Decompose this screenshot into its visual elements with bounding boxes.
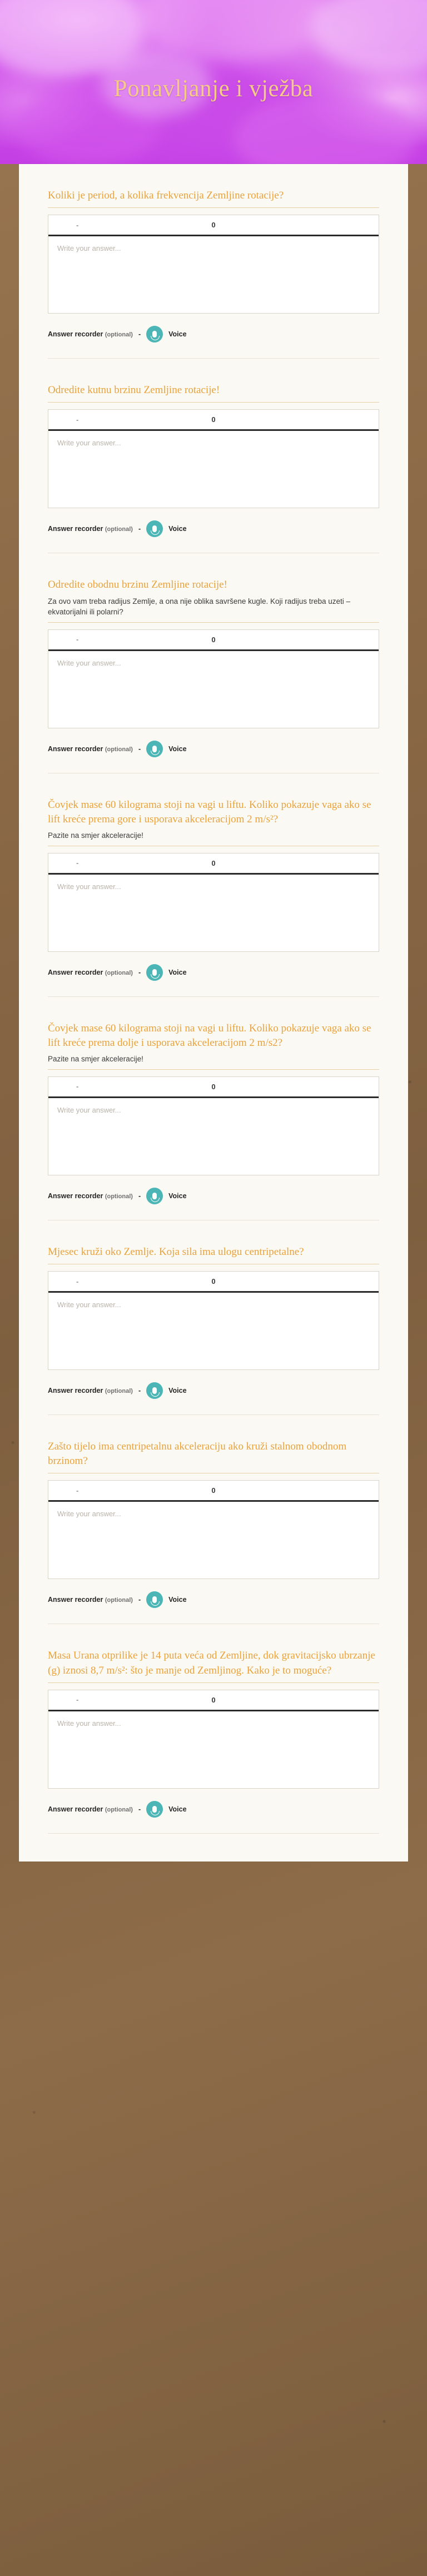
microphone-icon[interactable] <box>146 1188 163 1204</box>
answer-editor[interactable] <box>48 853 379 952</box>
editor-toolbar[interactable] <box>48 1481 379 1502</box>
banner-cloud-5 <box>234 95 417 164</box>
editor-toolbar[interactable] <box>48 215 379 236</box>
form-card <box>19 164 408 1862</box>
voice-label: Voice <box>168 1192 187 1200</box>
answer-recorder-row <box>48 1382 379 1401</box>
question-rule <box>48 1069 379 1070</box>
answer-editor[interactable] <box>48 629 379 728</box>
answer-input[interactable]: Write your answer... <box>57 1105 121 1114</box>
voice-label: Voice <box>168 744 187 753</box>
microphone-icon[interactable] <box>146 326 163 343</box>
answer-recorder-row <box>48 1188 379 1207</box>
voice-label: Voice <box>168 330 187 339</box>
voice-label: Voice <box>168 1387 187 1394</box>
answer-input[interactable]: Write your answer... <box>57 882 121 891</box>
question-title: Čovjek mase 60 kilograma stoji na vagi u liftu. Koliko pokazuje vaga ako se lift kreće prema dolje i usporava akceleracijom 2 m/s2? <box>48 1022 371 1049</box>
answer-recorder-label: Answer recorder (optional) <box>48 525 133 533</box>
answer-recorder-dash: - <box>138 1805 141 1813</box>
microphone-icon[interactable] <box>146 741 163 757</box>
answer-recorder-dash: - <box>138 1387 141 1394</box>
answer-input[interactable]: Write your answer... <box>57 658 121 667</box>
question-divider <box>48 996 379 997</box>
answer-recorder-dash: - <box>138 1596 141 1604</box>
question-rule <box>48 402 379 403</box>
answer-recorder-dash: - <box>138 968 141 976</box>
toolbar-center-control[interactable]: 0 <box>211 1277 216 1285</box>
toolbar-center-control[interactable]: 0 <box>211 1082 216 1091</box>
voice-label: Voice <box>168 968 187 976</box>
question-divider <box>48 1833 379 1834</box>
toolbar-center-control[interactable]: 0 <box>211 858 216 867</box>
question-rule <box>48 1682 379 1683</box>
question-divider <box>48 358 379 359</box>
question-title: Zašto tijelo ima centripetalnu akceleraciju ako kruži stalnom obodnom brzinom? <box>48 1441 347 1467</box>
editor-toolbar[interactable] <box>48 853 379 875</box>
question-block-5 <box>19 1002 408 1226</box>
toolbar-left-control[interactable]: - <box>76 1486 80 1495</box>
voice-label: Voice <box>168 1596 187 1604</box>
toolbar-center-control[interactable]: 0 <box>211 1695 216 1704</box>
toolbar-left-control[interactable]: - <box>76 635 80 644</box>
toolbar-center-control[interactable]: 0 <box>211 635 216 644</box>
question-block-8 <box>19 1630 408 1839</box>
voice-label: Voice <box>168 525 187 533</box>
question-title: Koliki je period, a kolika frekvencija Zemljine rotacije? <box>48 190 284 201</box>
answer-recorder-dash: - <box>138 525 141 533</box>
question-rule <box>48 207 379 208</box>
microphone-icon[interactable] <box>146 1801 163 1818</box>
answer-recorder-row <box>48 1591 379 1610</box>
question-title: Čovjek mase 60 kilograma stoji na vagi u liftu. Koliko pokazuje vaga ako se lift kreće prema gore i usporava akceleracijom 2 m/s²? <box>48 798 371 825</box>
answer-recorder-dash: - <box>138 330 141 339</box>
question-title: Odredite obodnu brzinu Zemljine rotacije! <box>48 579 227 591</box>
answer-input[interactable]: Write your answer... <box>57 244 121 253</box>
editor-toolbar[interactable] <box>48 1272 379 1293</box>
toolbar-left-control[interactable]: - <box>76 415 80 424</box>
answer-recorder-dash: - <box>138 1192 141 1200</box>
question-subtitle: Pazite na smjer akceleracije! <box>48 1055 143 1064</box>
toolbar-left-control[interactable]: - <box>76 1082 80 1091</box>
question-block-6 <box>19 1226 408 1421</box>
toolbar-left-control[interactable]: - <box>76 221 80 230</box>
answer-input[interactable]: Write your answer... <box>57 439 121 448</box>
question-block-2 <box>19 364 408 559</box>
question-title: Masa Urana otprilike je 14 puta veća od Zemljine, dok gravitacijsko ubrzanje (g) iznosi 8,7 m/s²: što je manje od Zemljinog. Kako je to moguće? <box>48 1650 375 1676</box>
microphone-icon[interactable] <box>146 1382 163 1399</box>
answer-editor[interactable] <box>48 1271 379 1370</box>
toolbar-center-control[interactable]: 0 <box>211 221 216 230</box>
answer-editor[interactable] <box>48 215 379 314</box>
answer-editor[interactable] <box>48 1690 379 1789</box>
toolbar-left-control[interactable]: - <box>76 1277 80 1285</box>
answer-recorder-label: Answer recorder (optional) <box>48 1192 133 1200</box>
question-divider <box>48 1414 379 1415</box>
answer-recorder-label: Answer recorder (optional) <box>48 1596 133 1604</box>
answer-recorder-label: Answer recorder (optional) <box>48 968 133 976</box>
answer-recorder-row <box>48 1801 379 1820</box>
question-title: Mjesec kruži oko Zemlje. Koja sila ima ulogu centripetalne? <box>48 1245 304 1258</box>
microphone-icon[interactable] <box>146 964 163 981</box>
answer-recorder-row <box>48 964 379 983</box>
toolbar-center-control[interactable]: 0 <box>211 415 216 424</box>
answer-editor[interactable] <box>48 1076 379 1175</box>
question-rule <box>48 622 379 623</box>
answer-recorder-label: Answer recorder (optional) <box>48 744 133 753</box>
voice-label: Voice <box>168 1805 187 1813</box>
microphone-icon[interactable] <box>146 520 163 537</box>
question-block-3 <box>19 559 408 778</box>
answer-recorder-label: Answer recorder (optional) <box>48 330 133 339</box>
editor-toolbar[interactable] <box>48 1077 379 1098</box>
answer-recorder-row <box>48 520 379 539</box>
toolbar-left-control[interactable]: - <box>76 1695 80 1704</box>
editor-toolbar[interactable] <box>48 1690 379 1711</box>
question-title: Odredite kutnu brzinu Zemljine rotacije! <box>48 384 220 396</box>
answer-editor[interactable] <box>48 409 379 508</box>
answer-editor[interactable] <box>48 1480 379 1579</box>
toolbar-left-control[interactable]: - <box>76 858 80 867</box>
microphone-icon[interactable] <box>146 1591 163 1608</box>
page-title: Ponavljanje i vježba <box>113 76 314 102</box>
question-block-7 <box>19 1421 408 1630</box>
answer-recorder-dash: - <box>138 744 141 753</box>
question-subtitle: Pazite na smjer akceleracije! <box>48 831 143 840</box>
toolbar-center-control[interactable]: 0 <box>211 1486 216 1495</box>
editor-toolbar[interactable] <box>48 410 379 431</box>
answer-recorder-row <box>48 741 379 760</box>
answer-recorder-label: Answer recorder (optional) <box>48 1387 133 1394</box>
answer-recorder-row <box>48 326 379 345</box>
banner-cloud-3 <box>311 0 427 72</box>
question-block-4 <box>19 779 408 1002</box>
answer-input[interactable]: Write your answer... <box>57 1301 121 1309</box>
answer-input[interactable]: Write your answer... <box>57 1510 121 1518</box>
answer-recorder-label: Answer recorder (optional) <box>48 1805 133 1813</box>
editor-toolbar[interactable] <box>48 630 379 651</box>
question-block-1 <box>19 170 408 364</box>
answer-input[interactable]: Write your answer... <box>57 1719 121 1728</box>
question-subtitle: Za ovo vam treba radijus Zemlje, a ona nije oblika savršene kugle. Koji radijus treba uzeti – ekvatorijalni ili polarni? <box>48 597 351 617</box>
header-banner <box>0 0 427 164</box>
